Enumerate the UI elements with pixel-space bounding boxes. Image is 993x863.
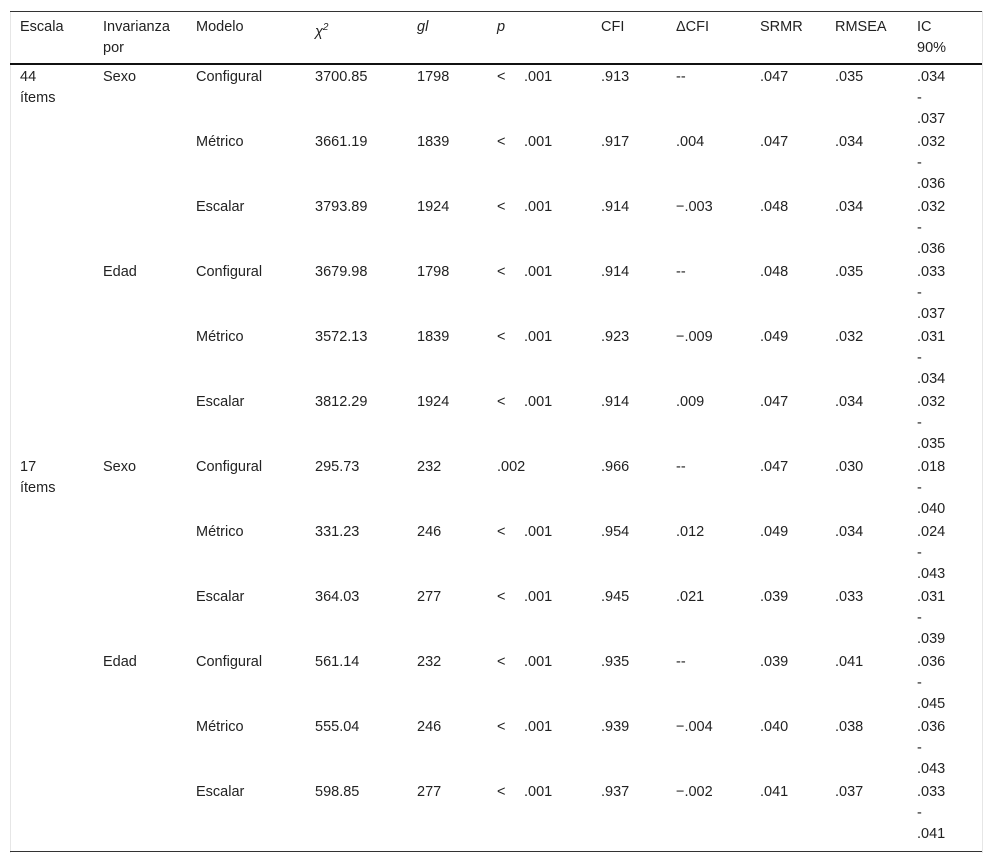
header-invarianza [103, 17, 183, 59]
ic-lower: .032 [917, 134, 946, 150]
cell-cfi: .945 [601, 589, 630, 605]
cell-invarianza: Edad [103, 654, 137, 670]
cell-gl: 246 [417, 719, 442, 735]
cell-ic-interval [917, 67, 967, 130]
less-than-symbol: < [497, 329, 506, 345]
cell-ic-interval [917, 327, 967, 390]
cell-cfi: .917 [601, 134, 630, 150]
cell-chi-square: 561.14 [315, 654, 360, 670]
p-value: .001 [524, 394, 553, 410]
ic-upper: .041 [917, 826, 946, 842]
cell-p-value [497, 717, 552, 738]
ic-separator: - [917, 415, 922, 431]
header-rmsea: RMSEA [835, 19, 887, 35]
cell-p-value [497, 782, 552, 803]
table-top-rule [10, 11, 982, 12]
cell-cfi: .914 [601, 264, 630, 280]
ic-separator: - [917, 220, 922, 236]
header-ic-line1: IC [917, 19, 932, 35]
group-escala-44 [20, 67, 90, 109]
cell-modelo: Configural [196, 459, 263, 475]
cell-delta-cfi: -- [676, 654, 686, 670]
header-chi-superscript: 2 [322, 22, 329, 33]
ic-separator: - [917, 610, 922, 626]
ic-upper: .039 [917, 631, 946, 647]
cell-ic-interval [917, 262, 967, 325]
cell-chi-square: 331.23 [315, 524, 360, 540]
p-value: .002 [497, 459, 526, 475]
header-chi-square [315, 17, 328, 43]
cell-cfi: .913 [601, 69, 630, 85]
cell-chi-square: 3679.98 [315, 264, 368, 280]
cell-gl: 232 [417, 654, 442, 670]
cell-ic-interval [917, 782, 967, 845]
cell-p-value [497, 197, 552, 218]
ic-lower: .031 [917, 329, 946, 345]
ic-upper: .037 [917, 306, 946, 322]
less-than-symbol: < [497, 69, 506, 85]
header-chi-symbol: χ [315, 23, 323, 40]
p-value: .001 [524, 69, 553, 85]
cell-p-value [497, 587, 552, 608]
cell-p-value [497, 67, 552, 88]
cell-delta-cfi: -- [676, 69, 686, 85]
header-srmr: SRMR [760, 19, 803, 35]
cell-rmsea: .034 [835, 524, 864, 540]
cell-modelo: Escalar [196, 589, 245, 605]
table-header-rule [10, 63, 982, 65]
cell-delta-cfi: −.009 [676, 329, 713, 345]
cell-rmsea: .037 [835, 784, 864, 800]
cell-modelo: Métrico [196, 134, 244, 150]
less-than-symbol: < [497, 264, 506, 280]
ic-upper: .040 [917, 501, 946, 517]
ic-lower: .033 [917, 784, 946, 800]
p-value: .001 [524, 134, 553, 150]
cell-gl: 1798 [417, 69, 450, 85]
ic-separator: - [917, 90, 922, 106]
cell-rmsea: .034 [835, 134, 864, 150]
cell-chi-square: 364.03 [315, 589, 360, 605]
cell-p-value [497, 652, 552, 673]
less-than-symbol: < [497, 784, 506, 800]
cell-delta-cfi: .004 [676, 134, 705, 150]
ic-lower: .032 [917, 394, 946, 410]
cell-rmsea: .032 [835, 329, 864, 345]
cell-rmsea: .041 [835, 654, 864, 670]
cell-gl: 1924 [417, 199, 450, 215]
header-delta-cfi: ΔCFI [676, 19, 710, 35]
cell-cfi: .914 [601, 199, 630, 215]
cell-cfi: .923 [601, 329, 630, 345]
group-escala-17 [20, 457, 90, 499]
cell-modelo: Escalar [196, 199, 245, 215]
cell-gl: 1839 [417, 134, 450, 150]
ic-upper: .037 [917, 111, 946, 127]
group-escala-unit: ítems [20, 480, 56, 496]
ic-separator: - [917, 805, 922, 821]
cell-delta-cfi: −.003 [676, 199, 713, 215]
ic-separator: - [917, 675, 922, 691]
cell-srmr: .047 [760, 69, 789, 85]
cell-rmsea: .038 [835, 719, 864, 735]
cell-gl: 277 [417, 784, 442, 800]
table-bottom-rule [10, 851, 982, 852]
cell-chi-square: 598.85 [315, 784, 360, 800]
cell-chi-square: 3793.89 [315, 199, 368, 215]
cell-gl: 246 [417, 524, 442, 540]
p-value: .001 [524, 264, 553, 280]
group-escala-unit: ítems [20, 90, 56, 106]
less-than-symbol: < [497, 199, 506, 215]
cell-p-value [497, 522, 552, 543]
cell-ic-interval [917, 197, 967, 260]
cell-srmr: .049 [760, 524, 789, 540]
ic-separator: - [917, 740, 922, 756]
ic-upper: .036 [917, 241, 946, 257]
cell-modelo: Escalar [196, 784, 245, 800]
p-value: .001 [524, 329, 553, 345]
p-value: .001 [524, 199, 553, 215]
cell-invarianza: Sexo [103, 69, 137, 85]
header-ic-line2: 90% [917, 40, 947, 56]
ic-lower: .032 [917, 199, 946, 215]
p-value: .001 [524, 524, 553, 540]
cell-srmr: .047 [760, 134, 789, 150]
cell-srmr: .049 [760, 329, 789, 345]
header-invarianza-line2: por [103, 40, 124, 56]
p-value: .001 [524, 784, 553, 800]
cell-srmr: .048 [760, 264, 789, 280]
cell-invarianza: Sexo [103, 459, 137, 475]
ic-lower: .018 [917, 459, 946, 475]
header-modelo: Modelo [196, 19, 244, 35]
cell-srmr: .048 [760, 199, 789, 215]
cell-ic-interval [917, 457, 967, 520]
cell-modelo: Métrico [196, 524, 244, 540]
cell-srmr: .041 [760, 784, 789, 800]
cell-invarianza: Edad [103, 264, 137, 280]
cell-rmsea: .034 [835, 394, 864, 410]
cell-delta-cfi: −.004 [676, 719, 713, 735]
less-than-symbol: < [497, 589, 506, 605]
cell-p-value [497, 457, 525, 478]
cell-cfi: .939 [601, 719, 630, 735]
header-gl: gl [417, 19, 429, 35]
header-cfi: CFI [601, 19, 625, 35]
cell-p-value [497, 392, 552, 413]
cell-modelo: Métrico [196, 719, 244, 735]
cell-modelo: Configural [196, 654, 263, 670]
cell-modelo: Configural [196, 264, 263, 280]
cell-rmsea: .030 [835, 459, 864, 475]
cell-chi-square: 3572.13 [315, 329, 368, 345]
cell-srmr: .040 [760, 719, 789, 735]
cell-delta-cfi: −.002 [676, 784, 713, 800]
p-value: .001 [524, 654, 553, 670]
cell-modelo: Configural [196, 69, 263, 85]
cell-ic-interval [917, 522, 967, 585]
cell-chi-square: 3812.29 [315, 394, 368, 410]
cell-p-value [497, 327, 552, 348]
cell-chi-square: 3700.85 [315, 69, 368, 85]
cell-ic-interval [917, 132, 967, 195]
cell-cfi: .966 [601, 459, 630, 475]
less-than-symbol: < [497, 134, 506, 150]
cell-delta-cfi: .012 [676, 524, 705, 540]
less-than-symbol: < [497, 394, 506, 410]
cell-chi-square: 555.04 [315, 719, 360, 735]
header-escala: Escala [20, 19, 64, 35]
cell-gl: 232 [417, 459, 442, 475]
cell-gl: 1924 [417, 394, 450, 410]
ic-lower: .036 [917, 719, 946, 735]
ic-lower: .034 [917, 69, 946, 85]
ic-upper: .045 [917, 696, 946, 712]
cell-delta-cfi: -- [676, 459, 686, 475]
cell-delta-cfi: .021 [676, 589, 705, 605]
cell-srmr: .039 [760, 589, 789, 605]
cell-modelo: Escalar [196, 394, 245, 410]
ic-separator: - [917, 545, 922, 561]
cell-cfi: .954 [601, 524, 630, 540]
cell-ic-interval [917, 392, 967, 455]
ic-lower: .031 [917, 589, 946, 605]
cell-cfi: .935 [601, 654, 630, 670]
ic-upper: .035 [917, 436, 946, 452]
ic-separator: - [917, 350, 922, 366]
cell-modelo: Métrico [196, 329, 244, 345]
header-ic [917, 17, 967, 59]
cell-ic-interval [917, 717, 967, 780]
ic-lower: .033 [917, 264, 946, 280]
ic-upper: .036 [917, 176, 946, 192]
group-escala-number: 17 [20, 459, 37, 475]
header-invarianza-line1: Invarianza [103, 19, 170, 35]
cell-srmr: .039 [760, 654, 789, 670]
ic-upper: .034 [917, 371, 946, 387]
cell-chi-square: 295.73 [315, 459, 360, 475]
cell-ic-interval [917, 652, 967, 715]
p-value: .001 [524, 589, 553, 605]
less-than-symbol: < [497, 524, 506, 540]
cell-rmsea: .034 [835, 199, 864, 215]
header-p: p [497, 19, 506, 35]
cell-gl: 277 [417, 589, 442, 605]
cell-chi-square: 3661.19 [315, 134, 368, 150]
cell-gl: 1839 [417, 329, 450, 345]
cell-gl: 1798 [417, 264, 450, 280]
cell-ic-interval [917, 587, 967, 650]
cell-p-value [497, 132, 552, 153]
ic-separator: - [917, 155, 922, 171]
cell-p-value [497, 262, 552, 283]
cell-cfi: .937 [601, 784, 630, 800]
ic-separator: - [917, 480, 922, 496]
group-escala-number: 44 [20, 69, 37, 85]
cell-srmr: .047 [760, 394, 789, 410]
cell-cfi: .914 [601, 394, 630, 410]
cell-delta-cfi: .009 [676, 394, 705, 410]
ic-lower: .036 [917, 654, 946, 670]
ic-separator: - [917, 285, 922, 301]
cell-rmsea: .035 [835, 69, 864, 85]
cell-rmsea: .035 [835, 264, 864, 280]
ic-lower: .024 [917, 524, 946, 540]
p-value: .001 [524, 719, 553, 735]
cell-srmr: .047 [760, 459, 789, 475]
cell-delta-cfi: -- [676, 264, 686, 280]
ic-upper: .043 [917, 761, 946, 777]
less-than-symbol: < [497, 654, 506, 670]
ic-upper: .043 [917, 566, 946, 582]
cell-rmsea: .033 [835, 589, 864, 605]
less-than-symbol: < [497, 719, 506, 735]
